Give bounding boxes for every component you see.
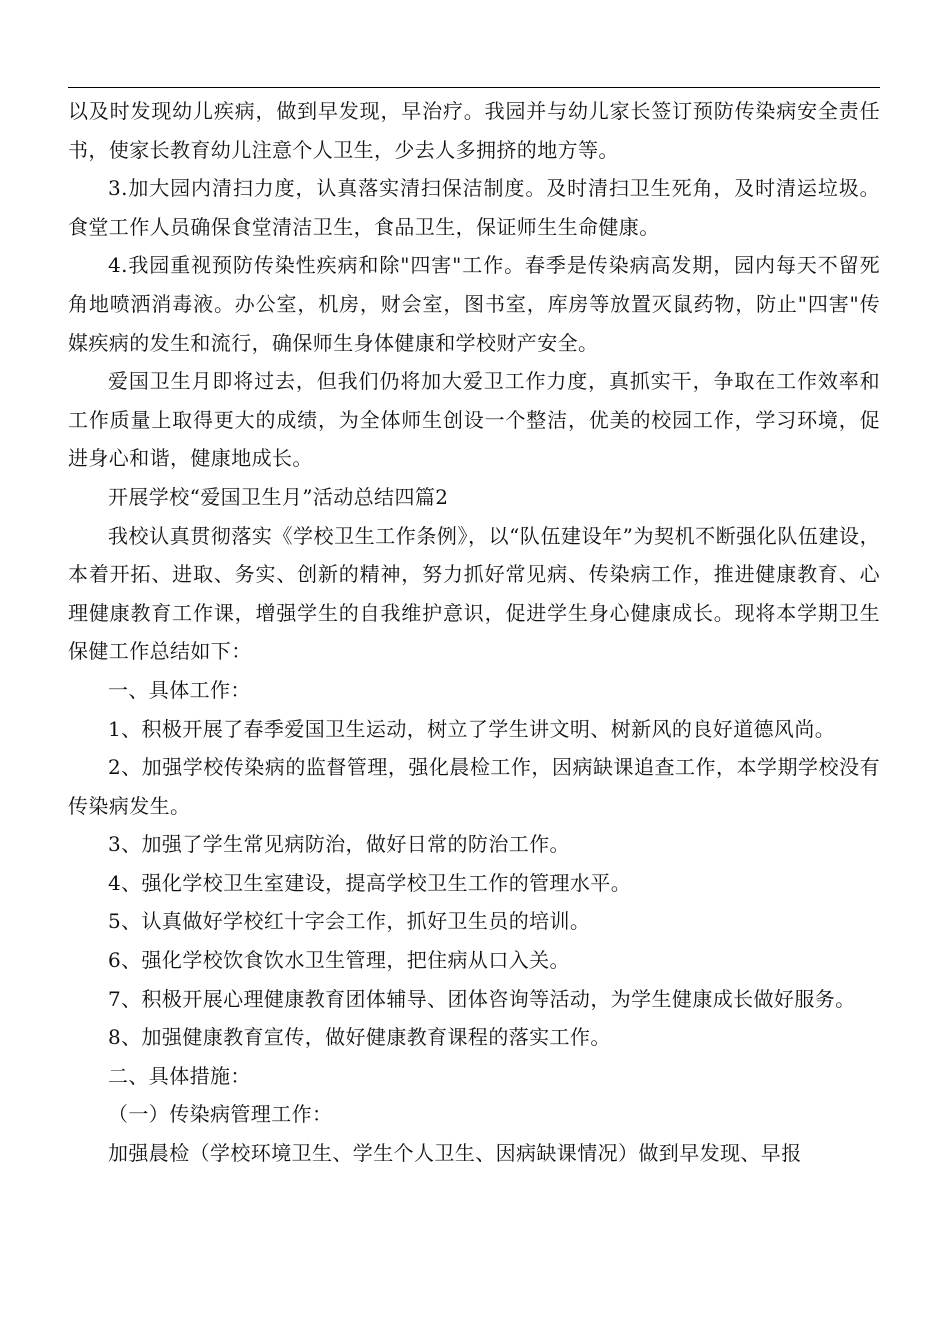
paragraph-continuation: 以及时发现幼儿疾病，做到早发现，早治疗。我园并与幼儿家长签订预防传染病安全责任书，使家长教育幼儿注意个人卫生，少去人多拥挤的地方等。 (68, 99, 880, 162)
header-rule (68, 87, 880, 88)
paragraph-closing: 爱国卫生月即将过去，但我们仍将加大爱卫工作力度，真抓实干，争取在工作效率和工作质量上取得更大的成绩，为全体师生创设一个整洁，优美的校园工作，学习环境，促进身心和谐，健康地成长。 (68, 369, 880, 471)
document-body (68, 92, 880, 1173)
list-item-2: 2、加强学校传染病的监督管理，强化晨检工作，因病缺课追查工作，本学期学校没有传染病发生。 (68, 755, 880, 818)
paragraph-intro: 我校认真贯彻落实《学校卫生工作条例》，以“队伍建设年”为契机不断强化队伍建设，本着开拓、进取、务实、创新的精神，努力抓好常见病、传染病工作，推进健康教育、心理健康教育工作课，增强学生的自我维护意识，促进学生身心健康成长。现将本学期卫生保健工作总结如下： (68, 523, 880, 664)
paragraph-morning-check: 加强晨检（学校环境卫生、学生个人卫生、因病缺课情况）做到早发现、早报 (108, 1141, 802, 1166)
section-title: 开展学校“爱国卫生月”活动总结四篇2 (108, 484, 449, 509)
heading-specific-measures: 二、具体措施： (108, 1063, 251, 1088)
subheading-infectious-disease: （一）传染病管理工作： (108, 1102, 333, 1127)
list-item-5: 5、认真做好学校红十字会工作，抓好卫生员的培训。 (108, 909, 591, 934)
paragraph-item-3: 3.加大园内清扫力度，认真落实清扫保洁制度。及时清扫卫生死角，及时清运垃圾。食堂工作人员确保食堂清洁卫生，食品卫生，保证师生生命健康。 (68, 176, 880, 239)
heading-specific-work: 一、具体工作： (108, 677, 251, 702)
list-item-3: 3、加强了学生常见病防治，做好日常的防治工作。 (108, 832, 570, 857)
list-item-6: 6、强化学校饮食饮水卫生管理，把住病从口入关。 (108, 948, 570, 973)
list-item-4: 4、强化学校卫生室建设，提高学校卫生工作的管理水平。 (108, 870, 632, 895)
list-item-7: 7、积极开展心理健康教育团体辅导、团体咨询等活动，为学生健康成长做好服务。 (108, 986, 856, 1011)
paragraph-item-4: 4.我园重视预防传染性疾病和除"四害"工作。春季是传染病高发期，园内每天不留死角地喷洒消毒液。办公室，机房，财会室，图书室，库房等放置灭鼠药物，防止"四害"传媒疾病的发生和流行，确保师生身体健康和学校财产安全。 (68, 253, 880, 355)
list-item-8: 8、加强健康教育宣传，做好健康教育课程的落实工作。 (108, 1025, 611, 1050)
list-item-1: 1、积极开展了春季爱国卫生运动，树立了学生讲文明、树新风的良好道德风尚。 (108, 716, 836, 741)
